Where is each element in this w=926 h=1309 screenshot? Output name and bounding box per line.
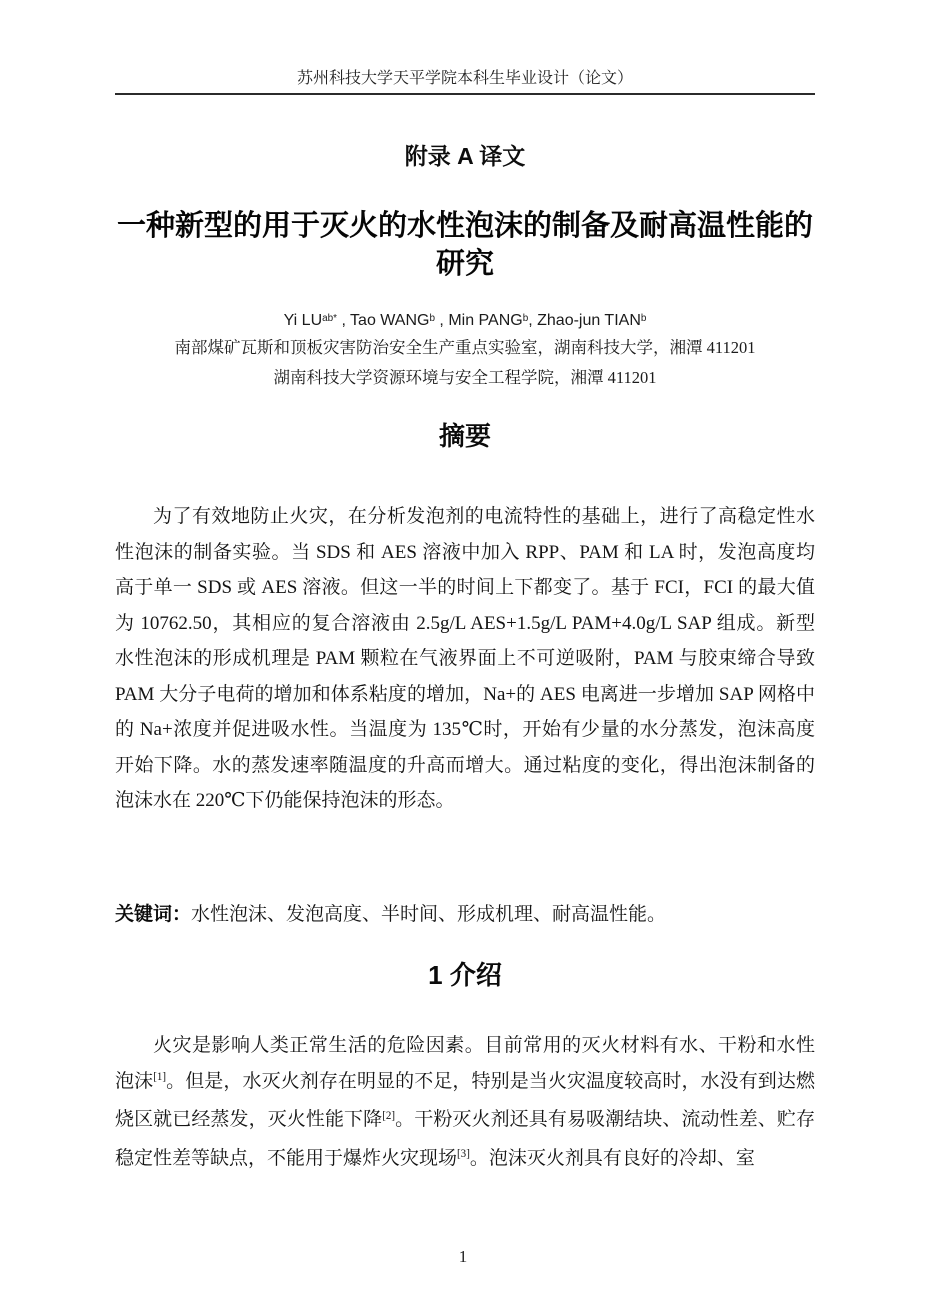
running-header [115,70,815,95]
affiliation-1: 南部煤矿瓦斯和顶板灾害防治安全生产重点实验室，湖南科技大学，湘潭 411201 [174,338,756,357]
appendix-heading: 附录 A 译文 [404,143,526,169]
author-affiliation-mark: ab* [322,312,337,324]
author-affiliation-mark: b [522,312,529,324]
citation-reference: [1] [153,1071,167,1084]
running-header-text: 苏州科技大学天平学院本科生毕业设计（论文） [296,70,633,87]
author-line: Yi $LU^{ab*}$ , Tao WANG$^b$ , Min PANG$^b$, Zhao-jun TIAN$^b$ [283,312,647,329]
introduction-heading: 1 介绍 [428,960,502,990]
page-number: 1 [458,1247,468,1266]
citation-reference: [2] [382,1109,396,1122]
article-title: 一种新型的用于灭火的水性泡沫的制备及耐高温性能的研究 [116,210,813,280]
keywords-label: 关键词： [115,903,192,925]
keywords-line [115,897,815,933]
citation-reference: [3] [457,1148,470,1161]
abstract-heading: 摘要 [438,421,491,451]
keywords-text: 水性泡沫、发泡高度、半时间、形成机理、耐高温性能。 [191,903,667,925]
affiliation-2: 湖南科技大学资源环境与安全工程学院，湘潭 411201 [273,368,657,387]
author-affiliation-mark: b [429,312,435,324]
introduction-paragraph: 火灾是影响人类正常生活的危险因素。目前常用的灭火材料有水、干粉和水性泡沫[1]。但是，水灭火剂存在明显的不足，特别是当火灾温度较高时，水没有到达燃烧区就已经蒸发，灭火性能下降[2]。干粉灭火剂还具有易吸潮结块、流动性差、贮存稳定性差等缺点，不能用于爆炸火灾现场[3]。泡沫灭火剂具有良好的冷却、室 [115,1035,815,1169]
abstract-paragraph: 为了有效地防止火灾，在分析发泡剂的电流特性的基础上，进行了高稳定性水性泡沫的制备实验。当 SDS 和 AES 溶液中加入 RPP、PAM 和 LA 时，发泡高度均高于单一 SDS 或 AES 溶液。但这一半的时间上下都变了。基于 FCI，FCI 的最大值为 10762.50，其相应的复合溶液由 2.5g/L AES+1.5g/L PAM+4.0g/L SAP 组成。新型水性泡沫的形成机理是 PAM 颗粒在气液界面上不可逆吸附，PAM 与胶束缔合导致 PAM 大分子电荷的增加和体系粘度的增加，Na+的 AES 电离进一步增加 SAP 网格中的 Na+浓度并促进吸水性。当温度为 135℃时，开始有少量的水分蒸发，泡沫高度开始下降。水的蒸发速率随温度的升高而增大。通过粘度的变化，得出泡沫制备的泡沫水在 220℃下仍能保持泡沫的形态。 [115,506,815,811]
author-affiliation-mark: b [640,312,647,324]
